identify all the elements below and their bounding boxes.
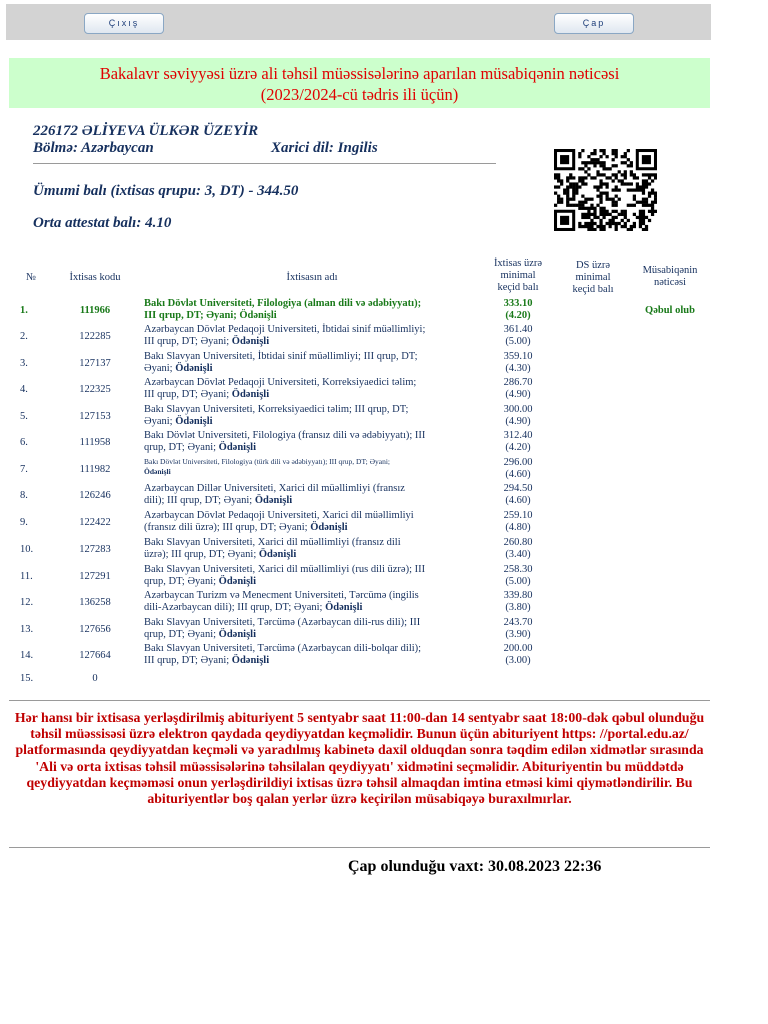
payment-type: Ödənişli [258, 549, 297, 560]
row-number: 6. [20, 437, 28, 448]
row-number: 9. [20, 517, 28, 528]
exit-button[interactable]: Çıxış [84, 13, 164, 34]
row-number: 4. [20, 384, 28, 395]
specialty-name [144, 483, 480, 507]
specialty-name-line [144, 416, 480, 428]
min-score [488, 537, 548, 561]
specialty-name [144, 643, 480, 667]
total-score: Ümumi balı (ixtisas qrupu: 3, DT) - 344.50 [33, 183, 299, 199]
specialty-name [144, 590, 480, 614]
divider [33, 163, 496, 164]
min-score-value: 258.30 [503, 564, 533, 575]
specialty-code: 127656 [79, 624, 111, 635]
specialty-code: 126246 [79, 490, 111, 501]
specialty-name [144, 298, 480, 322]
min-score-value: 294.50 [503, 483, 533, 494]
min-score-value: 260.80 [503, 537, 533, 548]
min-score [488, 351, 548, 375]
specialty-name-text: III qrup, DT; Əyani; [144, 336, 232, 347]
registration-notice: Hər hansı bir ixtisasa yerləşdirilmiş abituriyent 5 sentyabr saat 11:00-dan 14 sentyabr saat 18:00-dək qəbul olunduğu təhsil müəssisəsi üzrə elektron qaydada qeydiyyatdan keçməlidir. Bunun üçün abituriyent https: //portal.edu.az/ platformasında qeydiyyatdan keçməli və yaradılmış kabinetə daxil olduqdan sonra təqdim edilən xidmətlər sırasında 'Ali və orta ixtisas təhsil müəssisələrinə təhsilalan qeydiyyatı' xidmətini seçməlidir. Abituriyentin bu müddətdə qeydiyyatdan keçməməsi onun yerləşdirildiyi ixtisas üzrə təhsil almaqdan imtina etməsi kimi qiymətləndirilir. Bu abituriyentlər boş qalan yerlər üzrə keçirilən müsabiqəyə buraxılmırlar. [14, 710, 705, 807]
min-score-sub: (4.30) [505, 363, 531, 374]
header-min-score-line: minimal [500, 270, 536, 281]
row-number: 14. [20, 650, 34, 661]
specialty-name-line: Azərbaycan Dövlət Pedaqoji Universiteti, Korreksiyaedici təlim; [144, 377, 417, 388]
table-row [0, 510, 768, 536]
min-score-sub: (4.80) [505, 522, 531, 533]
toolbar [6, 4, 711, 40]
min-score-sub: (4.60) [505, 469, 531, 480]
row-number: 5. [20, 411, 28, 422]
banner-title: Bakalavr səviyyəsi üzrə ali təhsil müəssisələrinə aparılan müsabiqənin nəticəsi [99, 64, 620, 83]
specialty-name-line [144, 310, 480, 322]
specialty-name-text: dili); III qrup, DT; Əyani; [144, 495, 255, 506]
specialty-name-line: Bakı Dövlət Universiteti, Filologiya (türk dili və ədəbiyyatı); III qrup, DT; Əyani; [144, 457, 390, 466]
min-score-sub: (3.40) [505, 549, 531, 560]
row-number: 12. [20, 597, 34, 608]
min-score-sub: (3.00) [505, 655, 531, 666]
row-number: 13. [20, 624, 34, 635]
min-score [488, 298, 548, 322]
payment-type: Ödənişli [175, 416, 213, 427]
table-row [0, 351, 768, 377]
specialty-name-line: Bakı Slavyan Universiteti, Xarici dil müəllimliyi (rus dili üzrə); III [144, 564, 426, 575]
min-score [488, 404, 548, 428]
specialty-name-line [144, 442, 480, 454]
specialty-name-text: üzrə); III qrup, DT; Əyani; [144, 549, 259, 560]
min-score [488, 483, 548, 507]
specialty-code: 0 [92, 673, 98, 684]
specialty-name-text: Əyani; [144, 416, 176, 427]
min-score-value: 361.40 [503, 324, 533, 335]
header-ds-line: keçid balı [572, 284, 614, 295]
row-number: 2. [20, 331, 28, 342]
min-score-sub: (4.60) [505, 495, 531, 506]
specialty-name-text: qrup, DT; Əyani; [144, 442, 219, 453]
payment-type: Ödənişli [175, 363, 213, 374]
specialty-name-line [144, 363, 480, 375]
specialty-name-line: Bakı Slavyan Universiteti, Korreksiyaedici təlim; III qrup, DT; [144, 404, 409, 415]
table-row [0, 324, 768, 350]
min-score-sub: (4.20) [505, 442, 531, 453]
specialty-name [144, 537, 480, 561]
specialty-name-line [144, 576, 480, 588]
specialty-name [144, 377, 480, 401]
attestat-score: Orta attestat balı: 4.10 [33, 215, 172, 231]
min-score-value: 296.00 [503, 457, 533, 468]
table-row [0, 590, 768, 616]
specialty-code: 111966 [79, 305, 111, 316]
min-score-value: 200.00 [503, 643, 533, 654]
payment-type: Ödənişli [231, 336, 270, 347]
header-ds-line: minimal [575, 272, 611, 283]
specialty-code: 111982 [79, 464, 111, 475]
specialty-name-text: III qrup, DT; Əyani; [144, 655, 232, 666]
row-number: 3. [20, 358, 28, 369]
specialty-name-line: Azərbaycan Turizm və Menecment Universiteti, Tərcümə (ingilis [144, 590, 419, 601]
header-ds-line: DS üzrə [575, 260, 611, 271]
min-score-value: 259.10 [503, 510, 533, 521]
min-score [488, 617, 548, 641]
header-min-score-line: keçid balı [497, 282, 539, 293]
payment-type: Ödənişli [325, 602, 363, 613]
table-row [0, 672, 768, 698]
print-button[interactable]: Çap [554, 13, 634, 34]
specialty-code: 111958 [79, 437, 111, 448]
min-score [488, 590, 548, 614]
min-score-value: 300.00 [503, 404, 533, 415]
header-name: İxtisasın adı [286, 272, 338, 283]
specialty-name [144, 351, 480, 375]
min-score-value: 312.40 [503, 430, 533, 441]
table-row [0, 564, 768, 590]
header-ds-score [560, 260, 626, 296]
specialty-name-line: Bakı Slavyan Universiteti, Tərcümə (Azərbaycan dili-rus dili); III [144, 617, 421, 628]
specialty-name [144, 564, 480, 588]
candidate-foreign-language: Xarici dil: Ingilis [271, 140, 378, 156]
row-number: 11. [20, 571, 33, 582]
payment-type: Ödənişli [218, 629, 257, 640]
specialty-name [144, 510, 480, 534]
min-score-sub: (5.00) [505, 576, 531, 587]
payment-type: Ödənişli [231, 655, 270, 666]
divider [9, 700, 710, 701]
specialty-name-line [144, 495, 480, 507]
min-score [488, 324, 548, 348]
specialty-name-line: Bakı Slavyan Universiteti, Xarici dil müəllimliyi (fransız dili [144, 537, 401, 548]
table-row [0, 404, 768, 430]
specialty-name-line: Azərbaycan Dövlət Pedaqoji Universiteti, İbtidai sinif müəllimliyi; [144, 324, 426, 335]
header-min-score-line: İxtisas üzrə [493, 258, 543, 269]
table-row [0, 537, 768, 563]
banner-subtitle: (2023/2024-cü tədris ili üçün) [260, 85, 459, 104]
row-number: 15. [20, 673, 34, 684]
payment-type: Ödənişli [218, 576, 257, 587]
specialty-name-text: III qrup, DT; Əyani; Ödənişli [144, 310, 277, 321]
qr-code-icon [554, 149, 657, 231]
header-result-line: nəticəsi [653, 277, 687, 288]
specialty-name [144, 324, 480, 348]
specialty-name-text: qrup, DT; Əyani; [144, 629, 219, 640]
specialty-name [144, 457, 480, 477]
specialty-name-line [144, 389, 480, 401]
specialty-name-line: Bakı Dövlət Universiteti, Filologiya (fransız dili və ədəbiyyatı); III [144, 430, 426, 441]
table-row [0, 377, 768, 403]
specialty-name [144, 430, 480, 454]
specialty-name-line [144, 522, 480, 534]
min-score [488, 564, 548, 588]
min-score-sub: (4.90) [505, 416, 531, 427]
specialty-name-line [144, 655, 480, 667]
candidate-section: Bölmə: Azərbaycan [33, 140, 154, 156]
candidate-name: 226172 ƏLİYEVA ÜLKƏR ÜZEYİR [33, 123, 259, 139]
specialty-name-line: Azərbaycan Dövlət Pedaqoji Universiteti, Xarici dil müəllimliyi [144, 510, 414, 521]
result-status: Qəbul olub [645, 305, 695, 316]
specialty-name-line [144, 602, 480, 614]
min-score [488, 643, 548, 667]
specialty-code: 136258 [79, 597, 111, 608]
specialty-code: 127283 [79, 544, 111, 555]
table-row [0, 298, 768, 324]
specialty-name-line [144, 629, 480, 641]
row-number: 7. [20, 464, 28, 475]
specialty-name-text: dili-Azərbaycan dili); III qrup, DT; Əyani; [144, 602, 326, 613]
specialty-name-line: Bakı Slavyan Universiteti, İbtidai sinif müəllimliyi; III qrup, DT; [144, 351, 418, 362]
payment-type: Ödənişli [144, 467, 171, 476]
header-no: № [25, 272, 37, 283]
min-score [488, 457, 548, 481]
min-score-sub: (3.90) [505, 629, 531, 640]
header-result-line: Müsabiqənin [642, 265, 698, 276]
specialty-name-line [144, 549, 480, 561]
divider [9, 847, 710, 848]
row-number: 1. [20, 305, 28, 316]
specialty-name [144, 617, 480, 641]
payment-type: Ödənişli [218, 442, 257, 453]
min-score-value: 359.10 [503, 351, 533, 362]
specialty-code: 122422 [79, 517, 111, 528]
min-score [488, 510, 548, 534]
min-score-value: 243.70 [503, 617, 533, 628]
header-code: İxtisas kodu [69, 272, 121, 283]
row-number: 10. [20, 544, 34, 555]
header-min-score [480, 258, 556, 294]
result-banner [9, 58, 710, 108]
specialty-code: 127137 [79, 358, 111, 369]
min-score-value: 333.10 [503, 298, 533, 309]
payment-type: Ödənişli [254, 495, 293, 506]
table-row [0, 457, 768, 483]
specialty-name-line: Bakı Dövlət Universiteti, Filologiya (alman dili və ədəbiyyatı); [144, 298, 422, 309]
min-score [488, 430, 548, 454]
payment-type: Ödənişli [310, 522, 348, 533]
specialty-name-text: qrup, DT; Əyani; [144, 576, 219, 587]
printed-timestamp: Çap olunduğu vaxt: 30.08.2023 22:36 [348, 858, 602, 875]
table-row [0, 430, 768, 456]
specialty-code: 127664 [79, 650, 111, 661]
specialty-name-text: Əyani; [144, 363, 176, 374]
specialty-code: 122325 [79, 384, 111, 395]
specialty-name [144, 404, 480, 428]
specialty-name-line [144, 336, 480, 348]
min-score-sub: (5.00) [505, 336, 531, 347]
specialty-name-text: (fransız dili üzrə); III qrup, DT; Əyani; [144, 522, 311, 533]
specialty-name-text: III qrup, DT; Əyani; [144, 389, 232, 400]
specialty-code: 127291 [79, 571, 111, 582]
table-row [0, 643, 768, 669]
min-score-sub: (4.90) [505, 389, 531, 400]
min-score-sub: (3.80) [505, 602, 531, 613]
specialty-name-line [144, 467, 480, 477]
specialty-name-line: Bakı Slavyan Universiteti, Tərcümə (Azərbaycan dili-bolqar dili); [144, 643, 422, 654]
min-score [488, 377, 548, 401]
payment-type: Ödənişli [231, 389, 270, 400]
specialty-name-line: Azərbaycan Dillər Universiteti, Xarici dil müəllimliyi (fransız [144, 483, 405, 494]
specialty-code: 127153 [79, 411, 111, 422]
table-row [0, 483, 768, 509]
specialty-code: 122285 [79, 331, 111, 342]
header-result [630, 265, 710, 289]
min-score-sub: (4.20) [505, 310, 531, 321]
row-number: 8. [20, 490, 28, 501]
min-score-value: 286.70 [503, 377, 533, 388]
table-row [0, 617, 768, 643]
min-score-value: 339.80 [503, 590, 533, 601]
